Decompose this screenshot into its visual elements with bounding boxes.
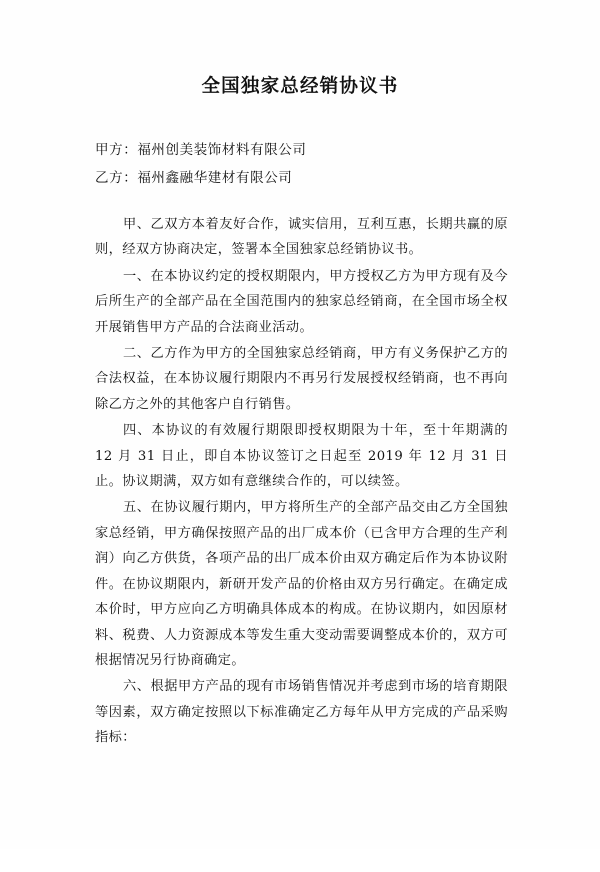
page-bottom-margin (0, 752, 600, 872)
party-line-b (95, 164, 505, 192)
clauses-block (0, 212, 600, 751)
page-title: 全国独家总经销协议书 (201, 76, 399, 97)
paragraph-clause-5: 五、在协议履行期内，甲方将所生产的全部产品交由乙方全国独家总经销，甲方确保按照产品的出厂成本价（已含甲方合理的生产利润）向乙方供货，各项产品的出厂成本价由双方确定后作为本协议附件。在协议期限内，新研开发产品的价格由双方另行确定。在确定成本价时，甲方应向乙方明确具体成本的构成。在协议期内，如因原材料、税费、人力资源成本等发生重大变动需要调整成本价的，双方可根据情况另行协商确定。 (95, 500, 508, 668)
party-a-value: 福州创美装饰材料有限公司 (137, 142, 307, 158)
party-line-a (95, 136, 505, 164)
party-b-label: 乙方： (95, 170, 138, 186)
parties-block (0, 136, 600, 192)
paragraph-clause-4: 四、本协议的有效履行期限即授权期限为十年，至十年期满的 12 月 31 日止，即自本协议签订之日起至 2019 年 12 月 31 日止。协议期满，双方如有意继续合作的，可以续签。 (95, 423, 508, 490)
paragraph-clause-2: 二、乙方作为甲方的全国独家总经销商，甲方有义务保护乙方的合法权益，在本协议履行期限内不再另行发展授权经销商，也不再向除乙方之外的其他客户自行销售。 (95, 346, 508, 412)
paragraph-preamble: 甲、乙双方本着友好合作，诚实信用，互利互惠，长期共赢的原则，经双方协商决定，签署本全国独家总经销协议书。 (95, 217, 508, 258)
paragraph-clause-1: 一、在本协议约定的授权期限内，甲方授权乙方为甲方现有及今后所生产的全部产品在全国范围内的独家总经销商，在全国市场全权开展销售甲方产品的合法商业活动。 (95, 268, 508, 335)
party-a-label: 甲方： (95, 142, 138, 158)
party-b-value: 福州鑫融华建材有限公司 (137, 170, 293, 186)
paragraph-clause-6: 六、根据甲方产品的现有市场销售情况并考虑到市场的培育期限等因素，双方确定按照以下标准确定乙方每年从甲方完成的产品采购指标： (95, 679, 508, 746)
